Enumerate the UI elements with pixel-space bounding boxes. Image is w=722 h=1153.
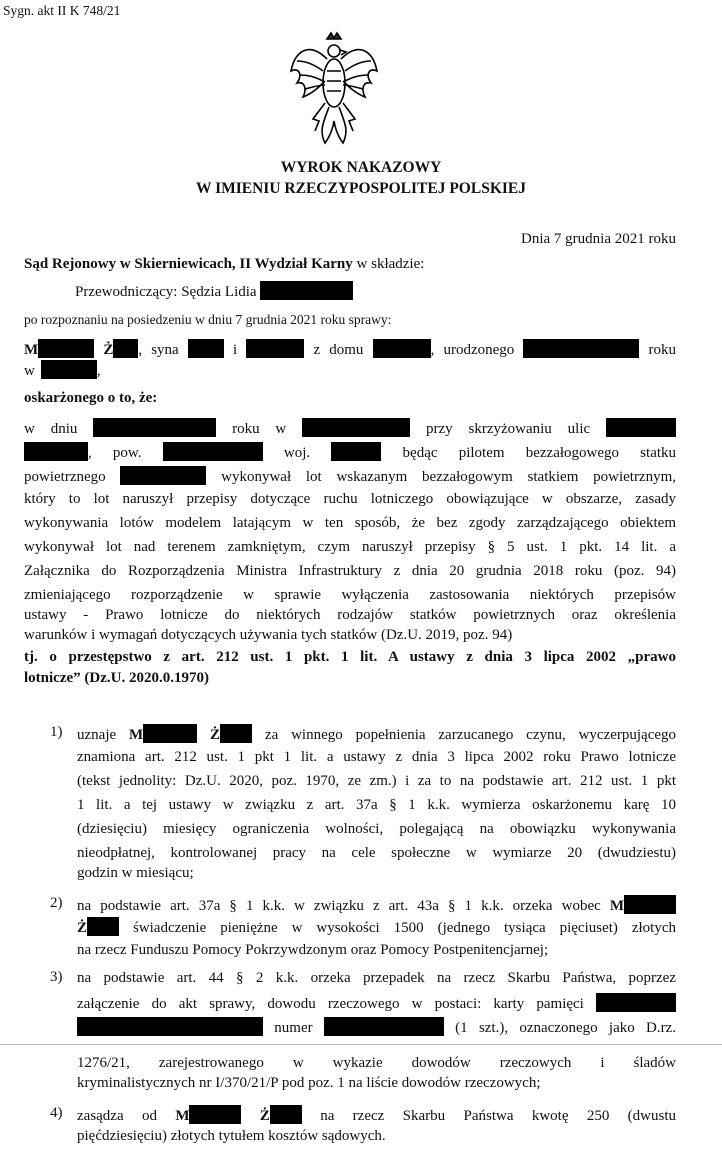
redaction-block [41,360,97,379]
text: numer [274,1020,313,1036]
text: załączenie do akt sprawy, dowodu rzeczowego w postaci: karty pamięci [77,996,584,1012]
text-z-domu: z domu [313,342,364,358]
defendant-initial-first: M [129,727,144,743]
item-3-line-2 [77,993,676,1014]
text: uznaje [77,727,117,743]
defendant-initial-last: Ż [259,1108,270,1124]
redaction-block [24,442,88,461]
redaction-block [270,1105,302,1124]
redaction-block [260,281,353,300]
item-2-line-1 [77,895,676,916]
redaction-block [93,418,216,437]
text: (1 szt.), oznaczonego jako D.rz. [455,1020,677,1036]
redaction-block [523,339,639,358]
redaction-block [324,1017,444,1036]
item-4-line-1 [77,1105,676,1126]
page-break-divider [0,1044,722,1045]
accused-header: oskarżonego o to, że: [24,390,158,406]
redaction-block [596,993,676,1012]
redaction-block [302,418,410,437]
court-line [24,255,424,274]
item-number-2: 2) [50,895,63,911]
text: przy skrzyżowaniu ulic [425,421,591,437]
item-1-line-2: znamiona art. 212 ust. 1 pkt 1 lit. a ustawy z dnia 3 lipca 2002 roku Prawo lotnicze [77,749,676,765]
redaction-block [38,339,94,358]
text: świadczenie pieniężne w wysokości 1500 (jednego tysiąca pięciuset) złotych [132,920,677,936]
redaction-block [373,339,431,358]
text: za winnego popełnienia zarzucanego czynu, wyczerpującego [264,727,677,743]
redaction-block [77,1017,263,1036]
defendant-initial-first: M [175,1108,190,1124]
item-3-line-1: na podstawie art. 44 § 2 k.k. orzeka przepadek na rzecz Skarbu Państwa, poprzez [77,970,676,986]
charge-line-9: ustawy - Prawo lotnicze do niektórych rodzajów statków powietrznych oraz określenia [24,607,676,623]
item-1-line-4: 1 lit. a tej ustawy w związku z art. 37a § 1 k.k. wymierza oskarżonemu karę 10 [77,797,676,813]
charge-line-8: zmieniającego rozporządzenie w sprawie wyłączenia zastosowania niektórych przepisów [24,587,676,603]
presiding-line [75,281,353,302]
item-3-line-4: 1276/21, zarejestrowanego w wykazie dowodów rzeczowych i śladów [77,1055,676,1071]
item-number-4: 4) [50,1105,63,1121]
text: w dniu [24,421,78,437]
text: wykonywał lot wskazanym bezzałogowym statkiem powietrznym, [221,469,677,485]
text-i: i [233,342,238,358]
text: będąc pilotem bezzałogowego statku [402,445,677,461]
redaction-block [143,724,197,743]
text: roku w [232,421,287,437]
item-1-line-5: (dziesięciu) miesięcy ograniczenia wolności, polegającą na obowiązku wykonywania [77,821,676,837]
item-1-line-7: godzin w miesiącu; [77,865,194,881]
court-name: Sąd Rejonowy w Skierniewicach, II Wydział Karny [24,256,353,272]
item-2-line-3: na rzecz Funduszu Pomocy Pokrzywdzonym oraz Pomocy Postpenitencjarnej; [77,942,549,958]
item-1-line-3: (tekst jednolity: Dz.U. 2020, poz. 1970, ze zm.) i za to na podstawie art. 212 ust. 1 pkt [77,773,676,789]
item-4-line-2: pięćdziesięciu) złotych tytułem kosztów sądowych. [77,1128,386,1144]
redaction-block [87,917,119,936]
text: woj. [283,445,311,461]
redaction-block [624,895,676,914]
text-syna: , syna [138,342,179,358]
item-2-line-2 [77,917,676,938]
redaction-block [331,442,381,461]
offense-line-1: tj. o przestępstwo z art. 212 ust. 1 pkt. 1 lit. A ustawy z dnia 3 lipca 2002 „prawo [24,649,676,665]
defendant-initial-last: Ż [210,727,221,743]
judgment-date: Dnia 7 grudnia 2021 roku [521,231,676,247]
title-line-2: W IMIENIU RZECZYPOSPOLITEJ POLSKIEJ [195,180,527,197]
charge-line-4: który to lot naruszył przepisy dotyczące ruchu lotniczego obowiązujące w obszarze, zasady [24,491,676,507]
defendant-initial-first: M [24,342,39,358]
charge-line-10: warunków i wymagań dotyczących używania tych statków (Dz.U. 2019, poz. 94) [24,627,513,643]
item-3-line-5: kryminalistycznych nr I/370/21/P pod poz. 1 na liście dowodów rzeczowych; [77,1075,541,1091]
text: na podstawie art. 37a § 1 k.k. w związku z art. 43a § 1 k.k. orzeka wobec [77,898,601,914]
defendant-initial-last: Ż [77,920,88,936]
defendant-initial-last: Ż [103,342,114,358]
redaction-block [606,418,676,437]
redaction-block [188,339,224,358]
charge-line-3 [24,466,676,487]
item-number-3: 3) [50,969,63,985]
text-w: w [24,363,35,379]
redaction-block [220,724,252,743]
charge-line-6: wykonywał lot nad terenem zamkniętym, czym naruszył przepisy § 5 ust. 1 pkt. 14 lit. a [24,539,676,555]
redaction-block [120,466,206,485]
defendant-initial-first: M [609,898,625,914]
title-line-1: WYROK NAKAZOWY [280,159,442,176]
redaction-block [163,442,263,461]
charge-line-7: Załącznika do Rozporządzenia Ministra Infrastruktury z dnia 20 grudnia 2018 roku (poz. 94) [24,563,676,579]
presiding-judge: Przewodniczący: Sędzia Lidia [75,284,257,300]
text: powietrznego [24,469,106,485]
redaction-block [189,1105,241,1124]
redaction-block [246,339,304,358]
charge-line-5: wykonywania lotów modelem latającym w ten sposób, że bez zgody zarządzającego obiektem [24,515,676,531]
text-urodzonego: , urodzonego [430,342,515,358]
defendant-line-2: w , [24,360,101,381]
text: , pow. [88,445,142,461]
item-1-line-6: nieodpłatnej, kontrolowanej pracy na cele społeczne w wymiarze 20 (dwudziestu) [77,845,676,861]
charge-line-2 [24,442,676,463]
charge-line-1 [24,418,676,439]
polish-eagle-emblem-icon [289,31,379,146]
item-number-1: 1) [50,724,63,740]
item-3-line-3 [77,1017,676,1038]
text: na rzecz Skarbu Państwa kwotę 250 (dwustu [320,1108,676,1124]
hearing-line: po rozpoznaniu na posiedzeniu w dniu 7 grudnia 2021 roku sprawy: [24,312,392,327]
item-1-line-1 [77,724,676,745]
redaction-block [113,339,138,358]
offense-line-2: lotnicze” (Dz.U. 2020.0.1970) [24,670,209,686]
text: zasądza od [77,1108,157,1124]
text-roku: roku [648,342,677,358]
case-number: Sygn. akt II K 748/21 [3,3,121,18]
defendant-line-1 [24,339,676,360]
court-suffix: w składzie: [352,256,425,272]
